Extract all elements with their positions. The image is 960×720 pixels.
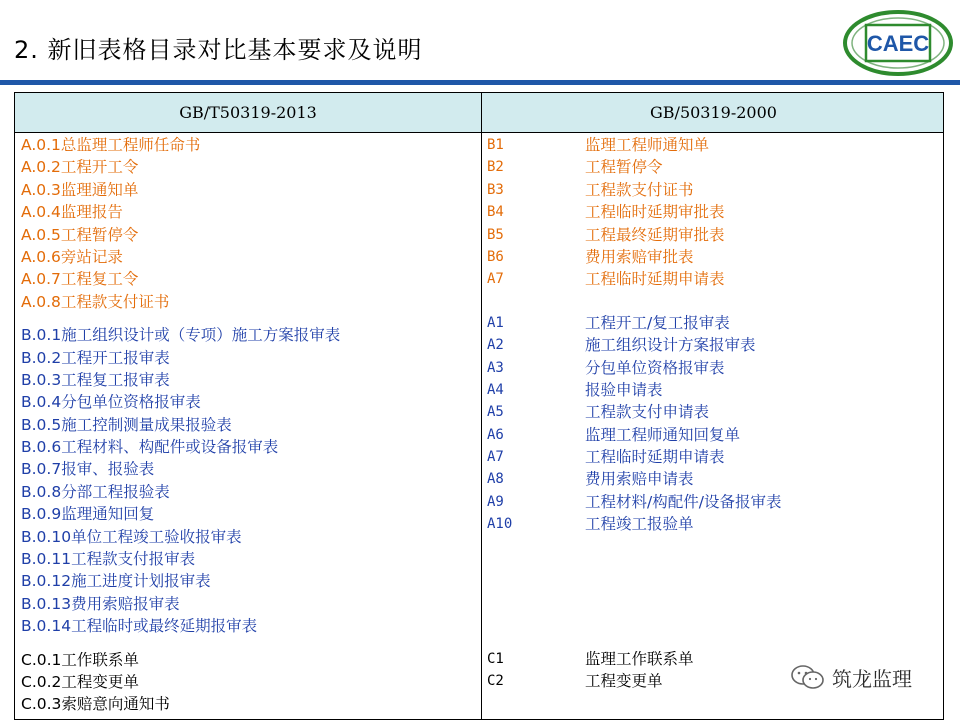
header-right: GB/50319-2000 xyxy=(482,93,944,133)
spacer xyxy=(21,638,340,649)
list-item: B.0.6工程材料、构配件或设备报审表 xyxy=(21,438,279,457)
list-item: A.0.4监理报告 xyxy=(21,203,123,222)
list-item xyxy=(487,246,781,268)
form-name: 费用索赔申请表 xyxy=(585,470,694,489)
column-divider xyxy=(481,133,482,720)
form-code: B2 xyxy=(487,159,504,176)
list-item: B.0.14工程临时或最终延期报审表 xyxy=(21,617,258,636)
list-item: B.0.11工程款支付报审表 xyxy=(21,550,196,569)
form-name: 工程竣工报验单 xyxy=(585,515,694,534)
form-name: 施工组织设计方案报审表 xyxy=(585,336,756,355)
list-item: A.0.7工程复工令 xyxy=(21,270,139,289)
form-code: A10 xyxy=(487,516,513,533)
form-code: A8 xyxy=(487,471,504,488)
form-code: A9 xyxy=(487,493,504,510)
list-item: B.0.2工程开工报审表 xyxy=(21,348,170,367)
right-column xyxy=(487,134,781,692)
list-item: A.0.2工程开工令 xyxy=(21,158,139,177)
list-item xyxy=(487,491,781,513)
list-item xyxy=(487,401,781,423)
list-item xyxy=(487,156,781,178)
form-name: 报验申请表 xyxy=(585,380,663,399)
list-item: B.0.7报审、报验表 xyxy=(21,460,155,479)
list-item xyxy=(487,379,781,401)
list-item xyxy=(487,670,781,692)
list-item: A.0.6旁站记录 xyxy=(21,247,123,266)
watermark-text: 筑龙监理 xyxy=(832,666,912,691)
form-name: 工程开工/复工报审表 xyxy=(585,313,730,332)
list-item: A.0.3监理通知单 xyxy=(21,180,139,199)
form-code: C1 xyxy=(487,650,504,667)
list-item xyxy=(487,312,781,334)
form-name: 工程款支付证书 xyxy=(585,180,694,199)
list-item: A.0.1总监理工程师任命书 xyxy=(21,136,201,154)
list-item xyxy=(487,357,781,379)
list-item: A.0.5工程暂停令 xyxy=(21,225,139,244)
list-item xyxy=(487,224,781,246)
form-code: A3 xyxy=(487,359,504,376)
form-name: 工程最终延期审批表 xyxy=(585,225,725,244)
list-item xyxy=(487,179,781,201)
page-title: 2. 新旧表格目录对比基本要求及说明 xyxy=(14,36,423,64)
list-item xyxy=(487,468,781,490)
spacer xyxy=(21,313,340,324)
list-item xyxy=(487,334,781,356)
form-code: B3 xyxy=(487,181,504,198)
list-item xyxy=(487,648,781,670)
form-code: A5 xyxy=(487,404,504,421)
list-item: A.0.8工程款支付证书 xyxy=(21,292,170,311)
wechat-icon xyxy=(790,664,826,690)
form-code: B1 xyxy=(487,137,504,153)
form-name: 工程临时延期申请表 xyxy=(585,448,725,467)
form-name: 工程临时延期审批表 xyxy=(585,203,725,222)
form-name: 工程暂停令 xyxy=(585,158,663,177)
list-item xyxy=(487,513,781,535)
form-code: A7 xyxy=(487,449,504,466)
form-code: B5 xyxy=(487,226,504,243)
list-item: B.0.8分部工程报验表 xyxy=(21,482,170,501)
list-item: B.0.13费用索赔报审表 xyxy=(21,594,180,613)
left-column xyxy=(21,134,340,716)
list-item xyxy=(487,134,781,156)
list-item: B.0.1施工组织设计或（专项）施工方案报审表 xyxy=(21,326,341,345)
form-code: A1 xyxy=(487,314,504,331)
list-item xyxy=(487,201,781,223)
form-name: 监理工程师通知单 xyxy=(585,136,710,154)
form-code: A2 xyxy=(487,337,504,354)
form-name: 分包单位资格报审表 xyxy=(585,358,725,377)
spacer xyxy=(487,536,781,648)
form-name: 工程临时延期申请表 xyxy=(585,270,725,289)
list-item xyxy=(487,446,781,468)
spacer xyxy=(487,291,781,312)
form-code: B4 xyxy=(487,204,504,221)
list-item xyxy=(487,268,781,290)
form-code: B6 xyxy=(487,248,504,265)
form-code: A7 xyxy=(487,271,504,288)
comparison-table xyxy=(14,92,944,720)
form-name: 工程材料/构配件/设备报审表 xyxy=(585,492,782,511)
list-item: C.0.3索赔意向通知书 xyxy=(21,695,170,714)
list-item: B.0.9监理通知回复 xyxy=(21,505,155,524)
list-item: B.0.12施工进度计划报审表 xyxy=(21,572,211,591)
caec-logo xyxy=(842,8,954,78)
form-name: 费用索赔审批表 xyxy=(585,247,694,266)
list-item: B.0.4分包单位资格报审表 xyxy=(21,393,201,412)
header-rule xyxy=(0,80,960,85)
list-item xyxy=(487,424,781,446)
list-item: C.0.1工作联系单 xyxy=(21,650,139,669)
form-code: C2 xyxy=(487,673,504,690)
form-name: 监理工程师通知回复单 xyxy=(585,425,741,444)
form-code: A6 xyxy=(487,426,504,443)
list-item: C.0.2工程变更单 xyxy=(21,672,139,691)
form-code: A4 xyxy=(487,381,504,398)
header-left: GB/T50319-2013 xyxy=(15,93,482,133)
form-name: 监理工作联系单 xyxy=(585,649,694,668)
form-name: 工程变更单 xyxy=(585,672,663,691)
list-item: B.0.10单位工程竣工验收报审表 xyxy=(21,527,242,546)
logo-text: CAEC xyxy=(866,31,930,56)
form-name: 工程款支付申请表 xyxy=(585,403,710,422)
watermark xyxy=(790,662,930,692)
list-item: B.0.5施工控制测量成果报验表 xyxy=(21,415,232,434)
list-item: B.0.3工程复工报审表 xyxy=(21,370,170,389)
